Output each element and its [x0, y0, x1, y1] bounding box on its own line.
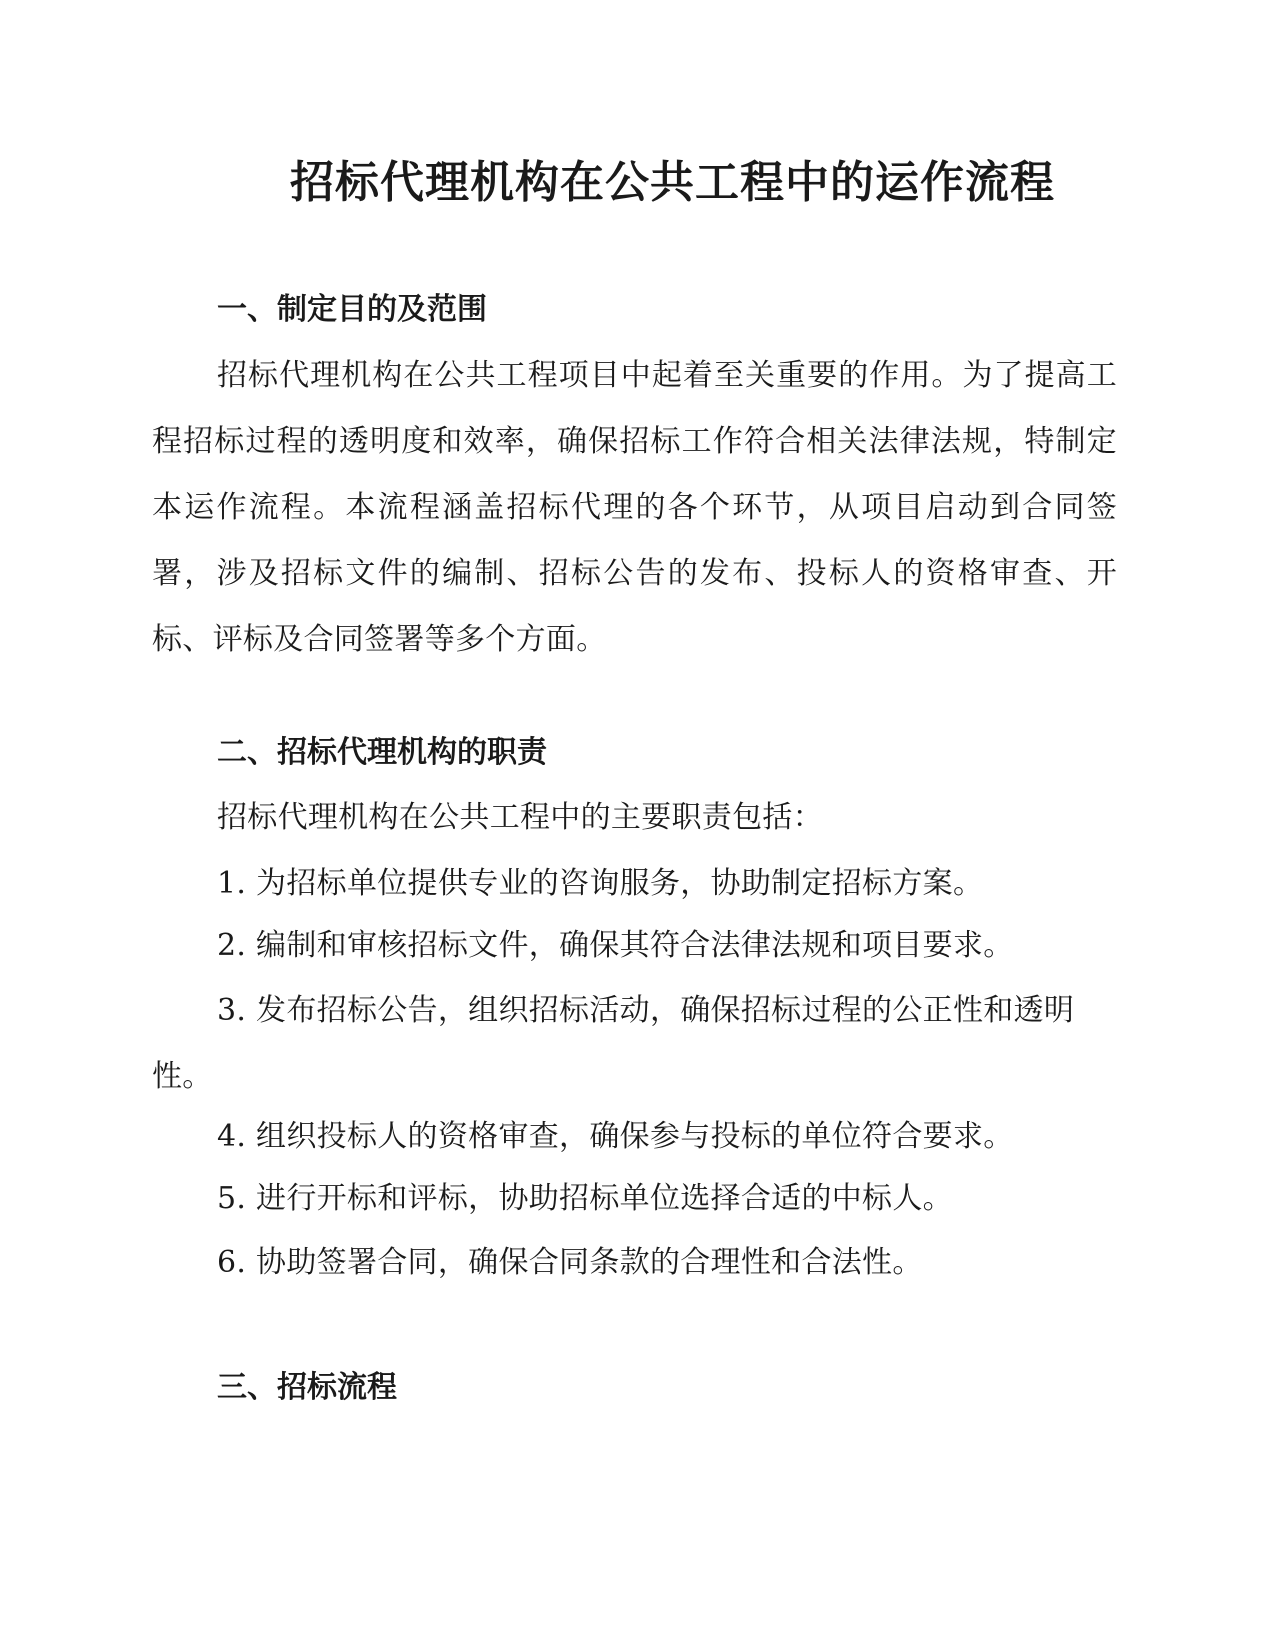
section-heading-1: 一、制定目的及范围 [217, 292, 487, 327]
list-item: 1. 为招标单位提供专业的咨询服务，协助制定招标方案。 [217, 866, 984, 901]
list-item: 6. 协助签署合同，确保合同条款的合理性和合法性。 [217, 1245, 923, 1280]
list-item: 2. 编制和审核招标文件，确保其符合法律法规和项目要求。 [217, 928, 1014, 963]
section-1-paragraph: 招标代理机构在公共工程项目中起着至关重要的作用。为了提高工程招标过程的透明度和效率，确保招标工作符合相关法律法规，特制定本运作流程。本流程涵盖招标代理的各个环节，从项目启动到合同签署，涉及招标文件的编制、招标公告的发布、投标人的资格审查、开标、评标及合同签署等多个方面。 [152, 358, 1117, 657]
section-2-intro: 招标代理机构在公共工程中的主要职责包括： [217, 800, 823, 835]
document-title: 招标代理机构在公共工程中的运作流程 [290, 157, 1055, 208]
list-item: 3. 发布招标公告，组织招标活动，确保招标过程的公正性和透明性。 [152, 993, 1075, 1094]
list-item: 4. 组织投标人的资格审查，确保参与投标的单位符合要求。 [217, 1119, 1014, 1154]
section-heading-2: 二、招标代理机构的职责 [217, 735, 547, 770]
section-heading-3: 三、招标流程 [217, 1370, 397, 1405]
list-item: 5. 进行开标和评标，协助招标单位选择合适的中标人。 [217, 1181, 953, 1216]
